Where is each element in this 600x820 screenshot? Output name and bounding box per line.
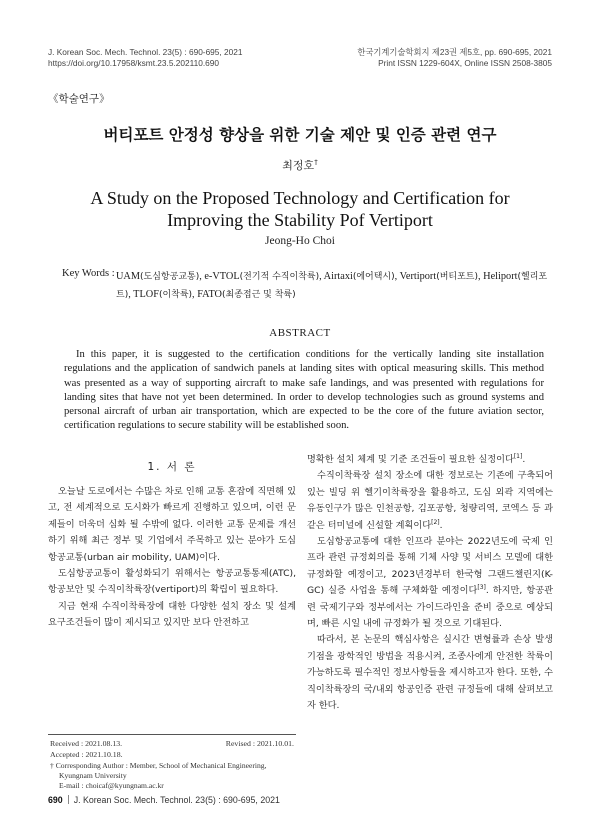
paragraph [307, 468, 553, 534]
paragraph-text: 수직이착륙장 설치 장소에 대한 정보로는 기존에 구축되어 있는 빌딩 위 헬기이착륙장을 활용하고, 도심 외곽 지역에는 유동인구가 많은 인천공항, 김포공항, 청량리역, 코엑스 등 과 같은 터미널에 신설할 계획이다 [307, 470, 553, 531]
kw-5-en: , TLOF [128, 289, 159, 300]
paper-title-english [0, 187, 600, 231]
citation-ref[interactable]: [1] [513, 452, 523, 460]
paper-title-korean: 버티포트 안정성 향상을 위한 기술 제안 및 인증 관련 연구 [103, 126, 497, 144]
paragraph: 도심항공교통이 활성화되기 위해서는 항공교통통제(ATC), 항공보안 및 수직이착륙장(vertiport)의 확립이 필요하다. [48, 568, 296, 596]
author-english: Jeong-Ho Choi [265, 235, 335, 247]
running-header-left [48, 47, 242, 69]
issn-line: Print ISSN 1229-604X, Online ISSN 2508-3805 [378, 58, 552, 68]
paragraph [307, 452, 553, 468]
kw-3-ko: (버티포트) [436, 272, 479, 282]
title-en-line2: Improving the Stability Pof Vertiport [167, 210, 433, 230]
kw-1-ko: (전기적 수직이착륙) [239, 272, 320, 282]
email-line[interactable]: E-mail : choicaf@kyungnam.ac.kr [59, 781, 164, 790]
page-footer [48, 795, 280, 805]
kw-1-en: , e-VTOL [199, 271, 240, 282]
journal-citation-ko: 한국기계기술학회지 제23권 제5호, pp. 690-695, 2021 [357, 47, 552, 57]
abstract-text: In this paper, it is suggested to the certification conditions for the vertically landing site installation regulations and the application of sandwich panels at landing sites with optical measuring skills. This method was presented as a way of supporting aircraft to make safe landings, and was presented with regulations for landing sites that have not yet been determined. In order to develop technologies such as ground systems and personal aircraft of urban air transportation, which are expected to be the core of the future aviation sector, certification regulations to secure stability will be established soon. [64, 349, 544, 432]
keywords-list [116, 268, 548, 304]
body-column-left [48, 484, 296, 632]
kw-0-en: UAM [116, 271, 141, 282]
author-name-ko: 최정호 [282, 159, 315, 172]
kw-0-ko: (도심항공교통) [140, 272, 200, 282]
kw-2-ko: (에어택시) [352, 272, 395, 282]
kw-4-ko: (헬리포트) [116, 272, 548, 300]
citation-ref[interactable]: [2] [431, 518, 440, 526]
body-column-right [307, 452, 553, 715]
kw-5-ko: (이착륙) [158, 290, 193, 300]
paragraph-text: 명확한 설치 체계 및 기준 조건들이 필요한 실정이다 [307, 454, 514, 465]
doi-link[interactable]: https://doi.org/10.17958/ksmt.23.5.202110.690 [48, 58, 219, 68]
paragraph: 지금 현재 수직이착륙장에 대한 다양한 설치 장소 및 설계 요구조건들이 많이 제시되고 있지만 보다 안전하고 [48, 600, 296, 629]
journal-citation: J. Korean Soc. Mech. Technol. 23(5) : 690-695, 2021 [48, 47, 243, 57]
citation-ref[interactable]: [3] [477, 584, 486, 592]
received-dates [50, 738, 294, 750]
title-en-line1: A Study on the Proposed Technology and Certification for [90, 188, 510, 208]
paragraph: 오늘날 도로에서는 수많은 차로 인해 교통 혼잡에 직면해 있고, 전 세계적으로 도시화가 빠르게 진행하고 있으며, 이런 문제들이 더욱더 심화 될 수밖에 없다. 이러한 교통 문제를 개선하기 위해 최근 정부 및 기업에서 주목하고 있는 분야가 도심항공교통(urban air mobility, UAM)이다. [48, 486, 296, 563]
corresponding-mark: † [314, 158, 318, 167]
keywords-label: Key Words : [62, 268, 115, 279]
paragraph-text: . 하지만, 항공관련 국제기구와 정부에서는 가이드라인을 준비 중으로 예상되며, 빠른 시일 내에 규정화가 될 것으로 기대된다. [307, 585, 553, 630]
corresponding-line: † Corresponding Author : Member, School of Mechanical Engineering, [50, 761, 267, 770]
paragraph: 따라서, 본 논문의 핵심사항은 실시간 변형률과 손상 발생기점을 광학적인 방법을 적용시켜, 조종사에게 안전한 착륙이 가능하도록 필수적인 정보사항들을 제시하고자 한다. 또한, 수직이착륙장의 국/내외 항공인증 관련 규정들에 대해 살펴보고자 한다. [307, 634, 553, 712]
kw-4-en: , Heliport [478, 271, 518, 282]
kw-6-ko: (최종접근 및 착륙) [222, 290, 296, 300]
kw-3-en: , Vertiport [394, 271, 437, 282]
kw-6-en: , FATO [192, 289, 222, 300]
author-korean [0, 157, 600, 173]
accepted-date: Accepted : 2021.10.18. [50, 750, 123, 759]
abstract-heading: ABSTRACT [269, 327, 331, 339]
footer-citation: J. Korean Soc. Mech. Technol. 23(5) : 690-695, 2021 [73, 795, 280, 805]
received-date: Received : 2021.08.13. [50, 739, 123, 748]
paragraph-end: . [522, 454, 526, 465]
kw-2-en: , Airtaxi [319, 271, 353, 282]
section-tag: 《학술연구》 [48, 93, 110, 105]
section-heading-introduction: 1. 서 론 [147, 461, 197, 473]
footer-divider [68, 795, 69, 804]
revised-date: Revised : 2021.10.01. [225, 739, 294, 748]
affiliation-line: Kyungnam University [59, 771, 127, 780]
paragraph-end: . [439, 519, 443, 531]
footnote-rule [48, 734, 296, 735]
paragraph [307, 534, 553, 632]
corresponding-author [50, 761, 300, 791]
paragraph-text: 도심항공교통에 대한 인프라 분야는 2022년도에 국제 인프라 관련 규정회의를 통해 기체 사양 및 서비스 모델에 대한 규정화할 예정이고, 2023년경부터 한국형 그랜드챌린지(K-GC) 실증 사업을 통해 구체화할 예정이다 [307, 536, 553, 597]
running-header-right [357, 47, 552, 69]
page-number: 690 [48, 795, 63, 805]
